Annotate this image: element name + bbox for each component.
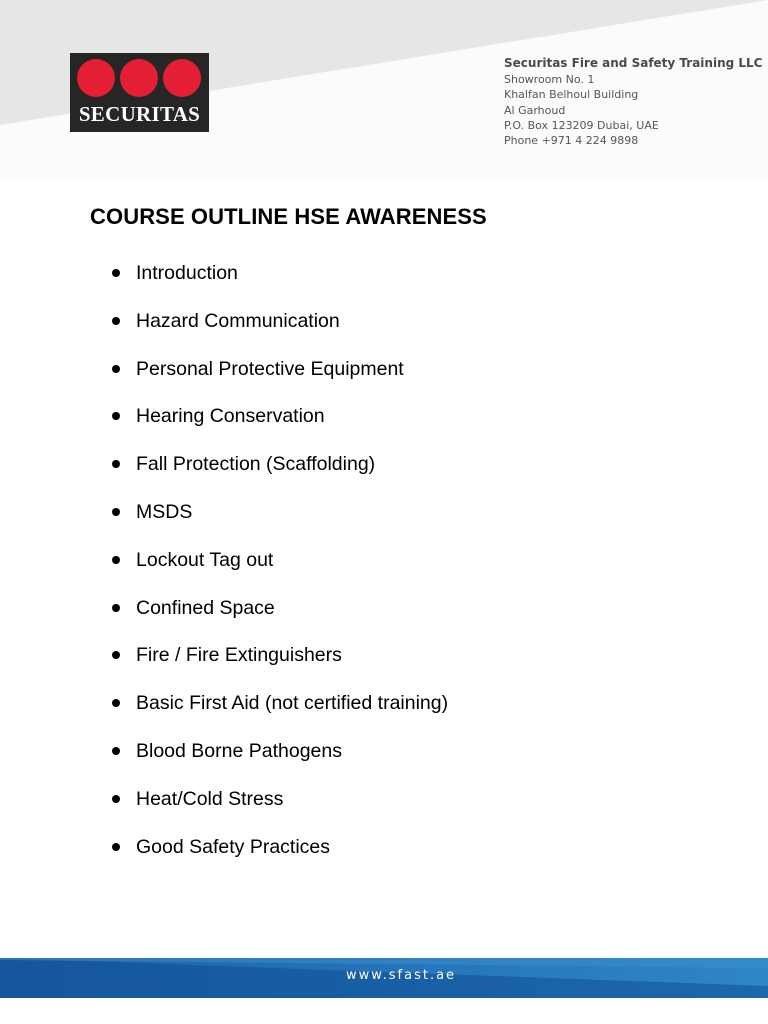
address-line: Showroom No. 1 — [504, 73, 595, 87]
company-name: Securitas Fire and Safety Training LLC — [504, 56, 763, 70]
bullet-icon — [112, 508, 120, 516]
bullet-icon — [112, 460, 120, 468]
list-item-label: Basic First Aid (not certified training) — [136, 692, 449, 715]
company-address-block — [504, 56, 762, 148]
list-item — [108, 595, 448, 643]
list-item — [108, 738, 448, 786]
list-item — [108, 642, 448, 690]
list-item — [108, 547, 448, 595]
list-item-label: Heat/Cold Stress — [136, 787, 284, 810]
list-item — [108, 403, 448, 451]
securitas-logo — [70, 53, 209, 132]
bullet-icon — [112, 651, 120, 659]
list-item-label: Lockout Tag out — [136, 548, 274, 571]
address-line: Al Garhoud — [504, 103, 566, 117]
course-outline-list — [108, 260, 448, 881]
bullet-icon — [112, 699, 120, 707]
list-item-label: Fire / Fire Extinguishers — [136, 644, 342, 667]
bullet-icon — [112, 365, 120, 373]
list-item — [108, 451, 448, 499]
bullet-icon — [112, 412, 120, 420]
list-item-label: Fall Protection (Scaffolding) — [136, 453, 376, 476]
list-item-label: Confined Space — [136, 596, 275, 619]
list-item-label: Blood Borne Pathogens — [136, 739, 342, 762]
bullet-icon — [112, 269, 120, 277]
logo-wordmark: SECURITAS — [78, 102, 201, 126]
bullet-icon — [112, 604, 120, 612]
list-item-label: Personal Protective Equipment — [136, 357, 404, 380]
list-item — [108, 260, 448, 308]
bullet-icon — [112, 843, 120, 851]
logo-dot-icon — [77, 59, 115, 97]
list-item — [108, 499, 448, 547]
list-item-label: Introduction — [136, 262, 238, 284]
bullet-icon — [112, 556, 120, 564]
footer-website-url: www.sfast.ae — [345, 968, 457, 983]
address-line: P.O. Box 123209 Dubai, UAE — [504, 118, 659, 132]
list-item — [108, 356, 448, 404]
list-item-label: Good Safety Practices — [136, 835, 331, 858]
logo-dot-icon — [120, 59, 158, 97]
list-item-label: MSDS — [136, 500, 193, 523]
bullet-icon — [112, 747, 120, 755]
address-line: Phone +971 4 224 9898 — [504, 134, 639, 148]
list-item — [108, 308, 448, 356]
list-item-label: Hearing Conservation — [136, 405, 325, 428]
bullet-icon — [112, 317, 120, 325]
bullet-icon — [112, 795, 120, 803]
address-line: Khalfan Belhoul Building — [504, 88, 639, 102]
page-title: COURSE OUTLINE HSE AWARENESS — [90, 204, 487, 229]
logo-dot-icon — [163, 59, 201, 97]
list-item — [108, 786, 448, 834]
list-item — [108, 834, 448, 882]
list-item — [108, 690, 448, 738]
list-item-label: Hazard Communication — [136, 309, 340, 332]
